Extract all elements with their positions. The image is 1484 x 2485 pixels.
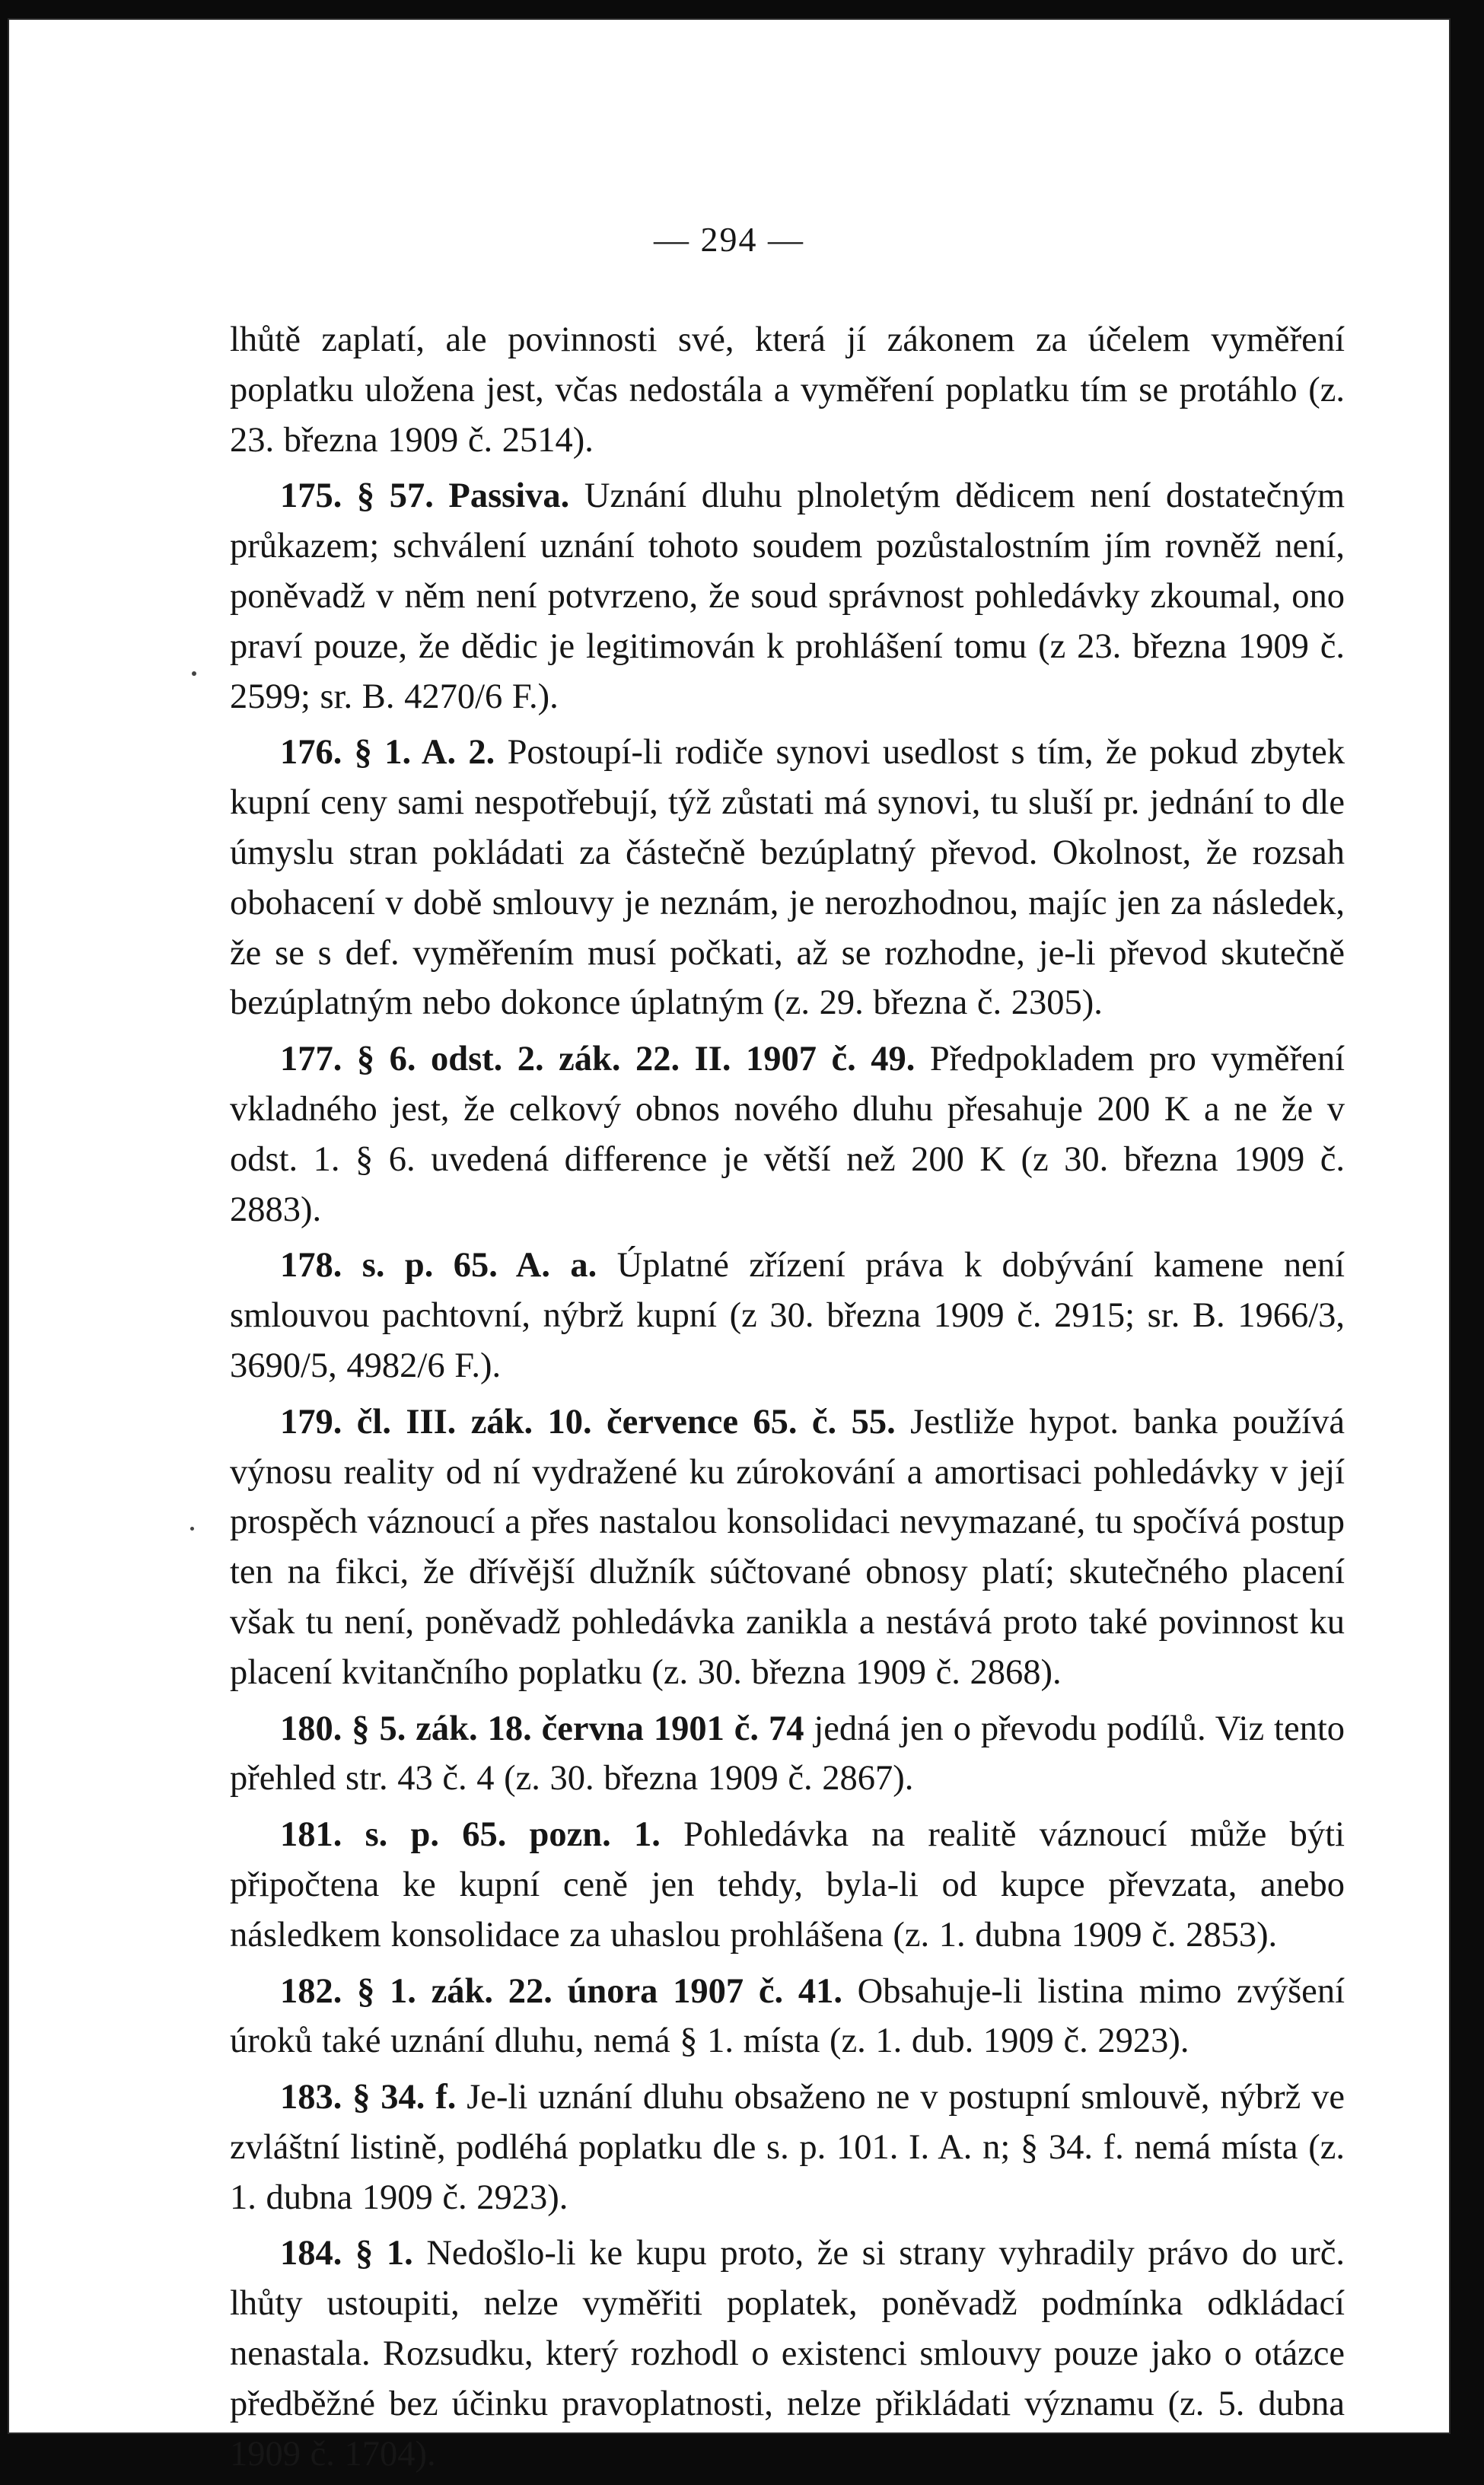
item-reference: 179. čl. III. zák. 10. července 65. č. 55. (280, 1402, 896, 1442)
paragraph-text: Je-li uznání dluhu obsaženo ne v postupní smlouvě, nýbrž ve zvláštní listině, podléhá poplatku dle s. p. 101. I. A. n; § 34. f. nemá místa (z. 1. dubna 1909 č. 2923). (230, 2078, 1345, 2217)
item-reference: 180. § 5. zák. 18. června 1901 č. 74 (280, 1709, 804, 1748)
paragraph-continuation (230, 315, 1345, 465)
paragraph-text: Pohledávka na realitě váznoucí může býti připočtena ke kupní ceně jen tehdy, byla-li od kupce převzata, anebo následkem konsolidace za uhaslou prohlášena (z. 1. dubna 1909 č. 2853). (230, 1815, 1345, 1955)
paragraph-text: jedná jen o převodu podílů. Viz tento přehled str. 43 č. 4 (z. 30. března 1909 č. 2867). (230, 1709, 1345, 1798)
item-reference: 176. § 1. A. 2. (280, 733, 495, 773)
paragraph-text: Úplatné zřízení práva k dobývání kamene není smlouvou pachtovní, nýbrž kupní (z 30. března 1909 č. 2915; sr. B. 1966/3, 3690/5, 4982/6 F.). (230, 1246, 1345, 1385)
book-page (9, 20, 1449, 2474)
paragraph-item-183 (230, 2072, 1345, 2222)
item-reference: 184. § 1. (280, 2234, 413, 2273)
paragraph-text: Postoupí-li rodiče synovi usedlost s tím, že pokud zbytek kupní ceny sami nespotřebují, týž zůstati má synovi, tu sluší pr. jednání to dle úmyslu stran pokládati za částečně bezúplatný převod. Okolnost, že rozsah obohacení v době smlouvy je neznám, je nerozhodnou, majíc jen za následek, že se s def. vyměřením musí počkati, až se rozhodne, je-li převod skutečně bezúplatným nebo dokonce úplatným (z. 29. března č. 2305). (230, 733, 1345, 1023)
paragraph-text: Jestliže hypot. banka používá výnosu reality od ní vydražené ku zúrokování a amortisaci pohledávky v její prospěch váznoucí a přes nastalou konsolidaci nevymazané, tu spočívá postup ten na fikci, že dřívější dlužník súčtované obnosy platí; skutečného placení však tu není, poněvadž pohledávka zanikla a nestává proto také povinnost ku placení kvitančního poplatku (z. 30. března 1909 č. 2868). (230, 1402, 1345, 1692)
paragraph-item-184 (230, 2229, 1345, 2479)
item-reference: 177. § 6. odst. 2. zák. 22. II. 1907 č. 49. (280, 1040, 916, 1079)
page-number: — 294 — (654, 220, 804, 259)
paragraph-item-176 (230, 728, 1345, 1028)
paragraph-text: Předpokladem pro vyměření vkladného jest, že celkový obnos nového dluhu přesahuje 200 K a ne že v odst. 1. § 6. uvedená difference je větší než 200 K (z 30. března 1909 č. 2883). (230, 1040, 1345, 1229)
item-reference: 181. s. p. 65. pozn. 1. (280, 1815, 661, 1855)
item-reference: 182. § 1. zák. 22. února 1907 č. 41. (280, 1971, 842, 2011)
paragraph-item-178 (230, 1241, 1345, 1391)
item-reference: 183. § 34. f. (280, 2078, 457, 2117)
item-reference: 178. s. p. 65. A. a. (280, 1246, 597, 1286)
paragraph-item-181 (230, 1810, 1345, 1960)
paragraph-item-175 (230, 471, 1345, 722)
paragraph-item-182 (230, 1967, 1345, 2067)
paragraph-text: Uznání dluhu plnoletým dědicem není dostatečným průkazem; schválení uznání tohoto soudem pozůstalostním jím rovněž není, poněvadž v něm není potvrzeno, že soud správnost pohledávky zkoumal, ono praví pouze, že dědic je legitimován k prohlášení tomu (z 23. března 1909 č. 2599; sr. B. 4270/6 F.). (230, 476, 1345, 716)
scan-speck (190, 1527, 194, 1531)
paragraph-item-177 (230, 1034, 1345, 1235)
scan-speck (192, 671, 196, 676)
paragraph-item-180 (230, 1704, 1345, 1805)
item-reference: 175. § 57. Passiva. (280, 476, 570, 516)
paragraph-text: Nedošlo-li ke kupu proto, že si strany vyhradily právo do urč. lhůty ustoupiti, nelze vyměřiti poplatek, poněvadž podmínka odkládací nenastala. Rozsudku, který rozhodl o existenci smlouvy pouze jako o otázce předběžné bez účinku pravoplatnosti, nelze přikládati významu (z. 5. dubna 1909 č. 1704). (230, 2234, 1345, 2474)
paragraph-text: lhůtě zaplatí, ale povinnosti své, která jí zákonem za účelem vyměření poplatku uložena jest, včas nedostála a vyměření poplatku tím se protáhlo (z. 23. března 1909 č. 2514). (230, 320, 1345, 460)
page-body (230, 315, 1345, 2485)
paragraph-item-179 (230, 1397, 1345, 1698)
paragraph-text: Obsahuje-li listina mimo zvýšení úroků také uznání dluhu, nemá § 1. místa (z. 1. dub. 1909 č. 2923). (230, 1971, 1345, 2061)
